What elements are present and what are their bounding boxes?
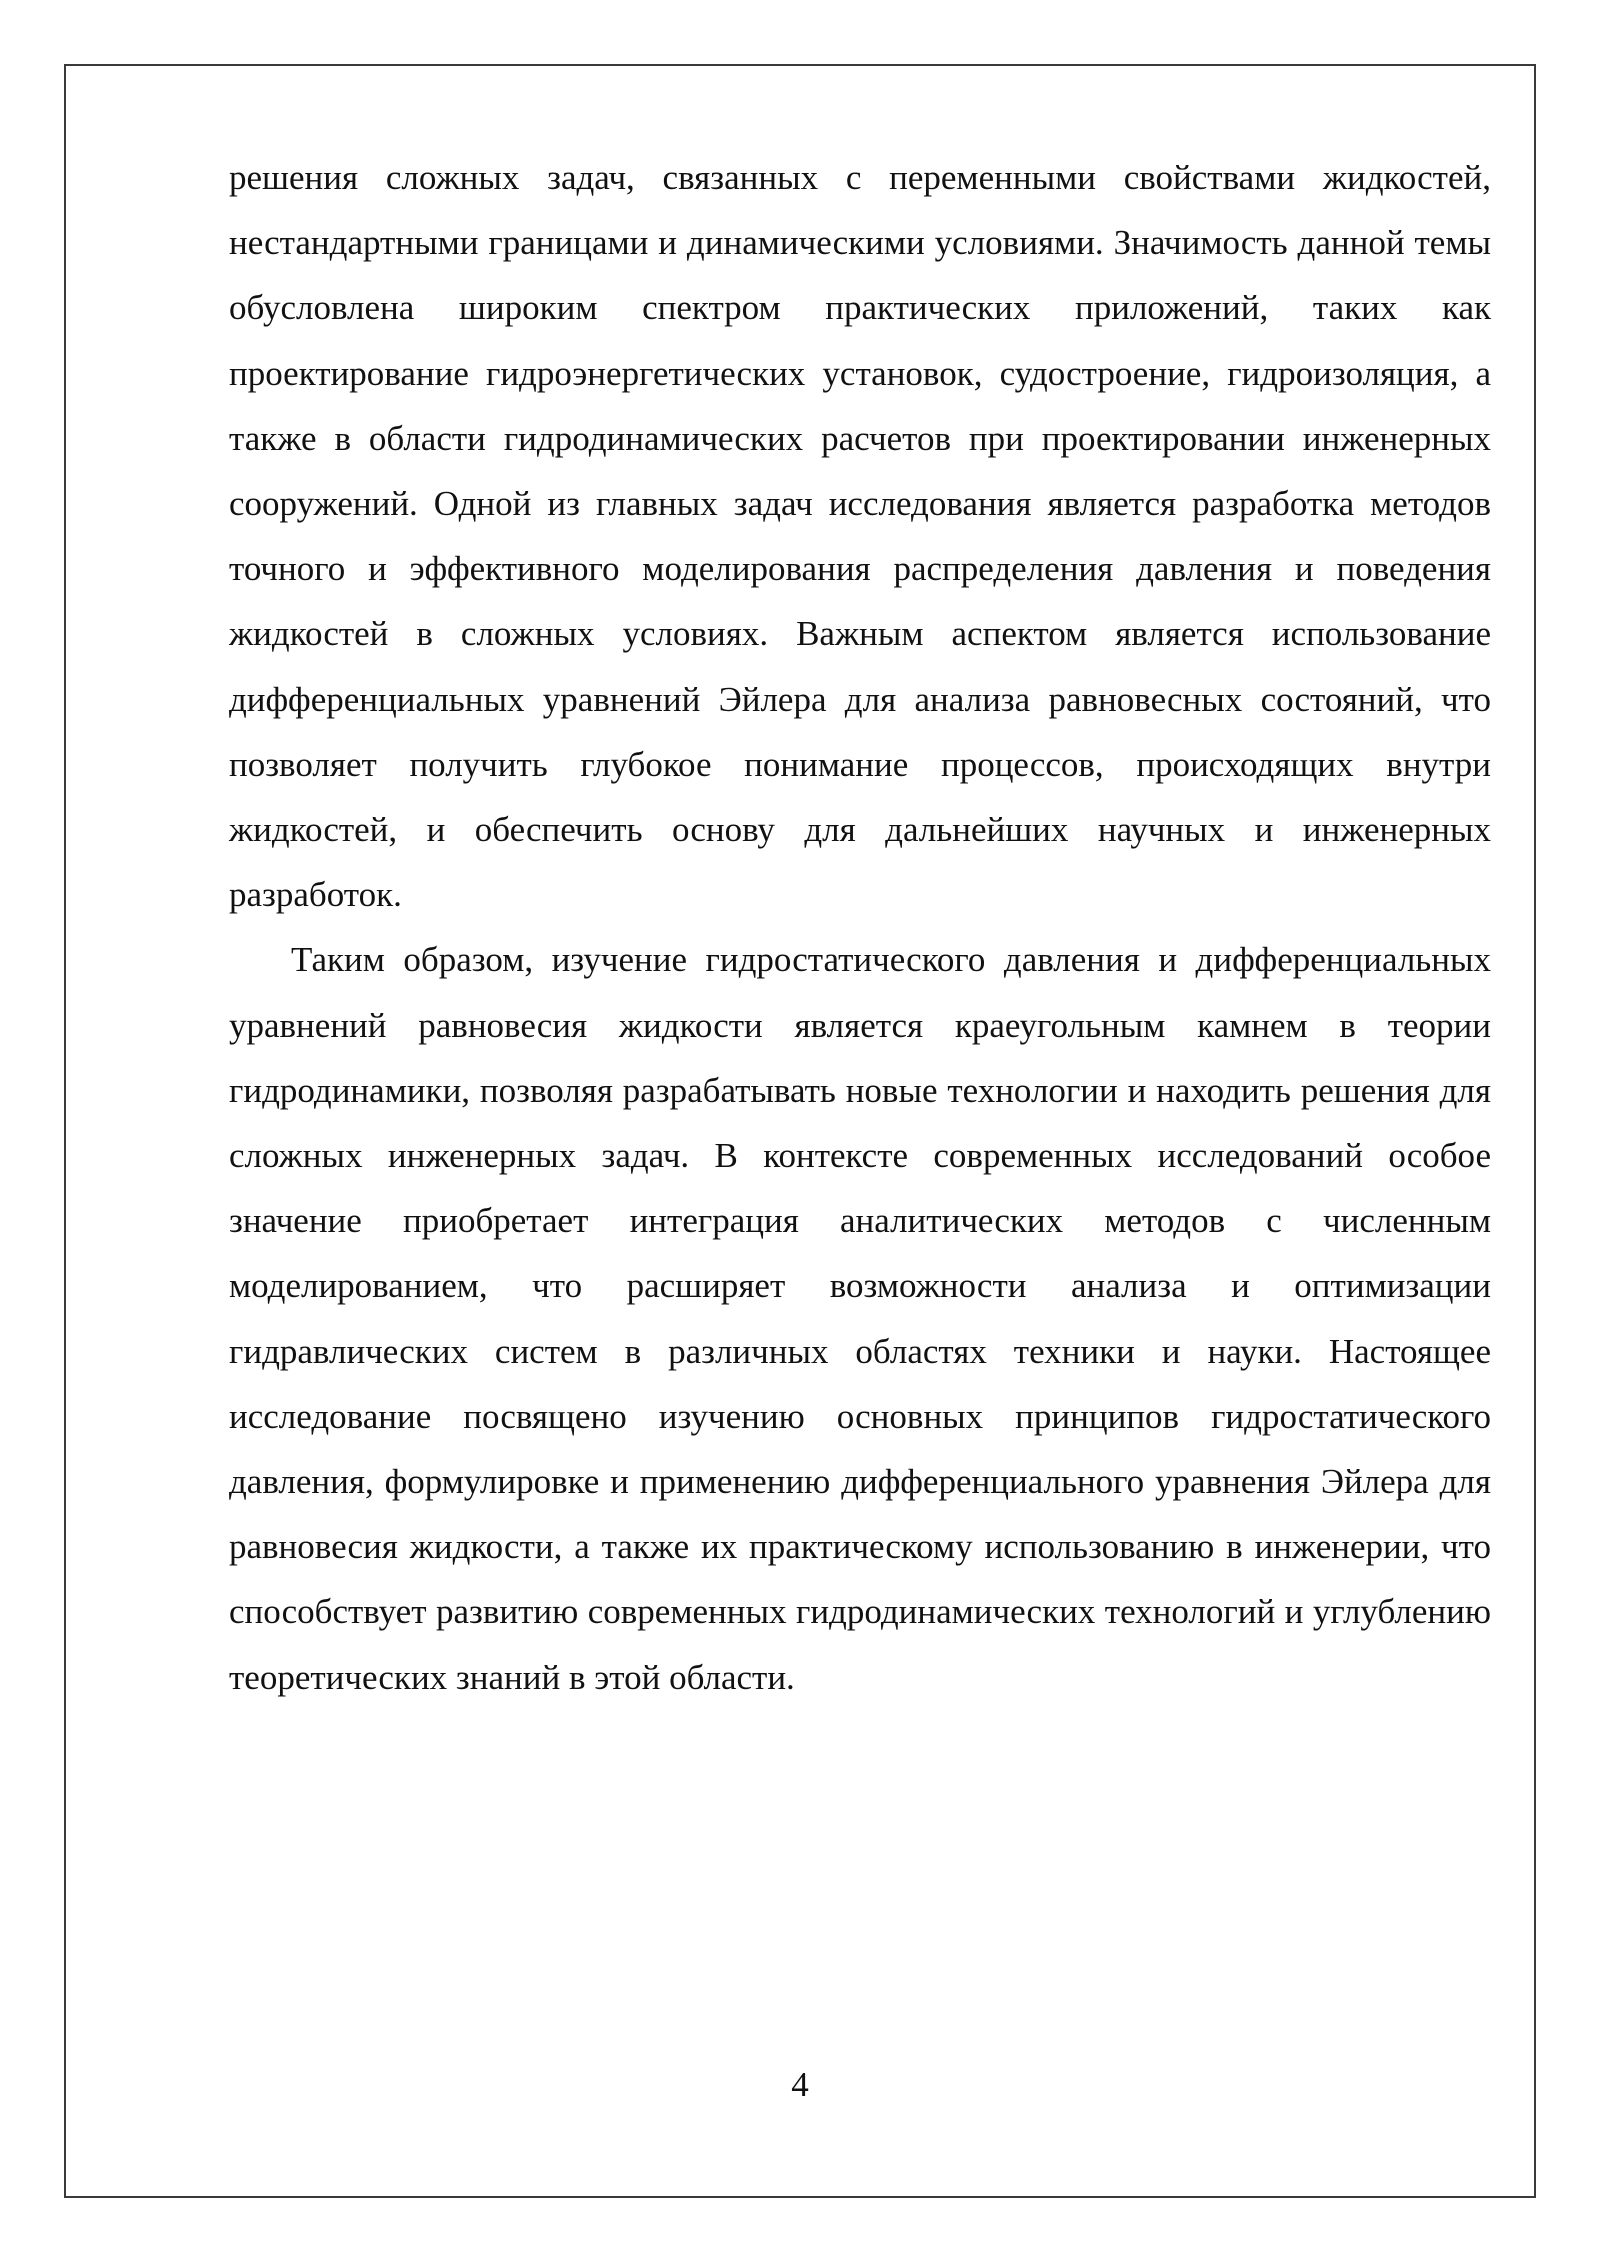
paragraph-2: Таким образом, изучение гидростатического давления и дифференциальных уравнений равновесия жидкости является краеугольным камнем в теории гидродинамики, позволяя разрабатывать новые технологии и находить решения для сложных инженерных задач. В контексте современных исследований особое значение приобретает интеграция аналитических методов с численным моделированием, что расширяет возможности анализа и оптимизации гидравлических систем в различных областях техники и науки. Настоящее исследование посвящено изучению основных принципов гидростатического давления, формулировке и применению дифференциального уравнения Эйлера для равновесия жидкости, а также их практическому использованию в инженерии, что способствует развитию современных гидродинамических технологий и углублению теоретических знаний в этой области. — [229, 940, 1491, 1697]
paragraph-1: решения сложных задач, связанных с переменными свойствами жидкостей, нестандартными границами и динамическими условиями. Значимость данной темы обусловлена широким спектром практических приложений, таких как проектирование гидроэнергетических установок, судостроение, гидроизоляция, а также в области гидродинамических расчетов при проектировании инженерных сооружений. Одной из главных задач исследования является разработка методов точного и эффективного моделирования распределения давления и поведения жидкостей в сложных условиях. Важным аспектом является использование дифференциальных уравнений Эйлера для анализа равновесных состояний, что позволяет получить глубокое понимание процессов, происходящих внутри жидкостей, и обеспечить основу для дальнейших научных и инженерных разработок. — [229, 158, 1491, 915]
body-text — [229, 145, 1491, 1710]
page-number: 4 — [791, 2065, 809, 2104]
